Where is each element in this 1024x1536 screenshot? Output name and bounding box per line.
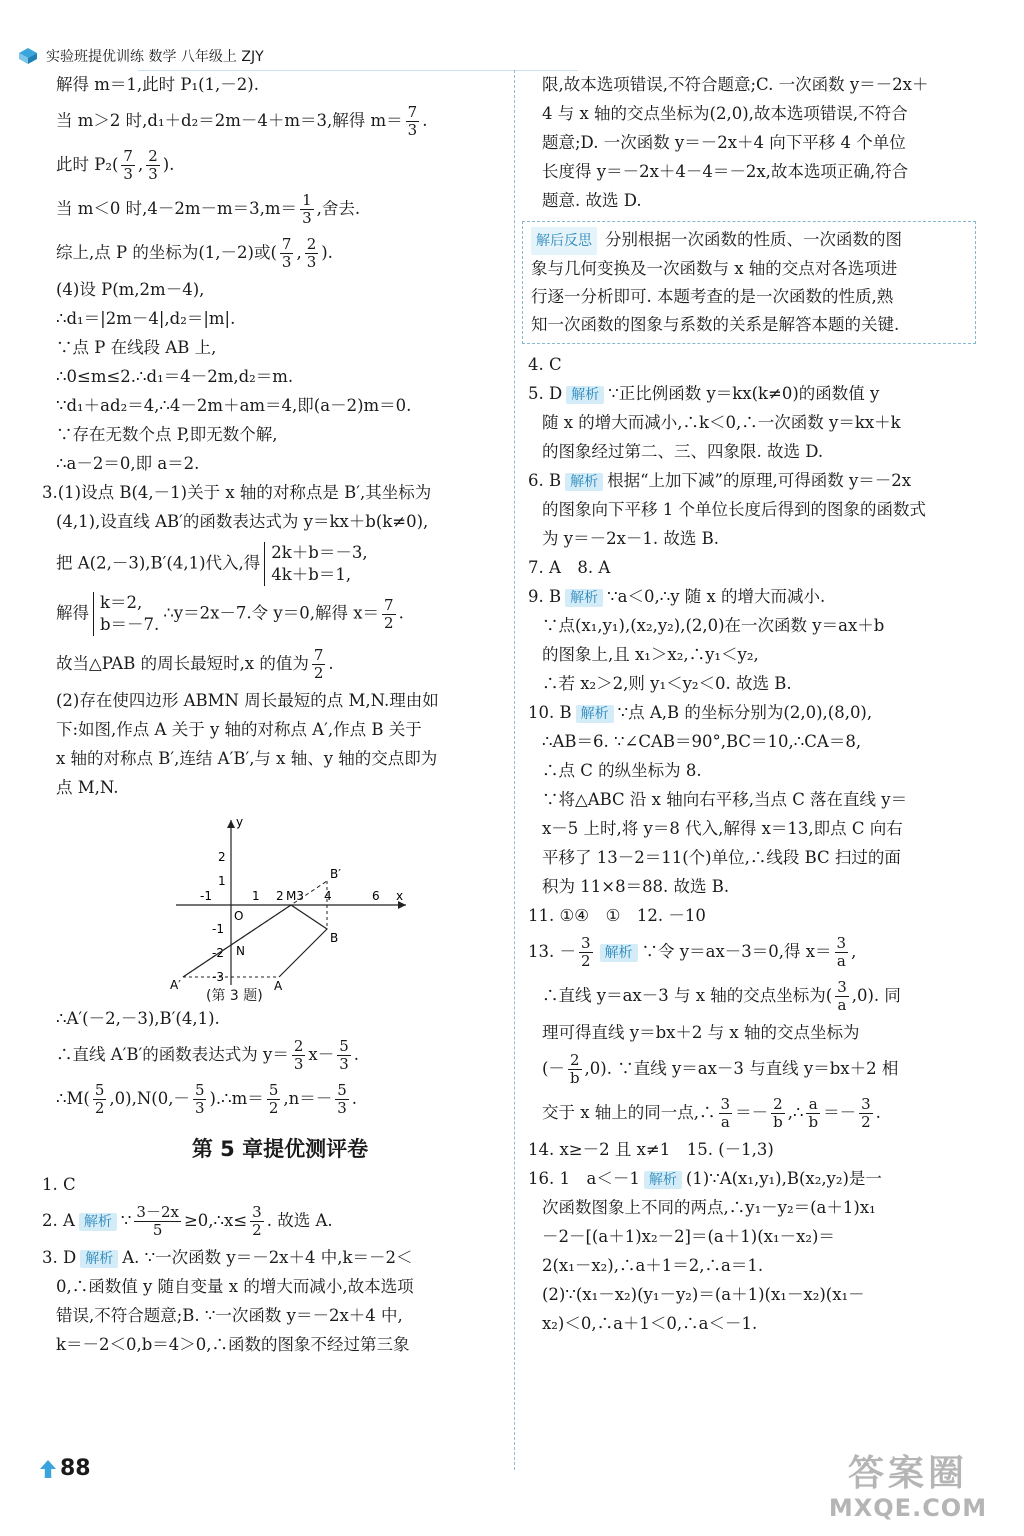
watermark-logo: 答案圈 [847,1453,968,1494]
text-line: (4)设 P(m,2m－4), [56,280,205,299]
text-line: 理可得直线 y＝bx＋2 与 x 轴的交点坐标为 [542,1023,860,1042]
point-label: A′ [170,978,181,990]
point-label: B′ [330,867,341,881]
text-line: 平移了 13－2＝11(个)单位,∴线段 BC 扫过的面 [542,848,901,867]
text-line: ∴A′(－2,－3),B′(4,1). [56,1009,220,1028]
tick-label: 2 [276,889,284,903]
text-line: 故当△PAB 的周长最短时,x 的值为 $\frac{7}{2}$ . [56,646,334,682]
analysis-tag: 解析 [600,944,638,962]
text-line: ∴a－2＝0,即 a＝2. [56,454,200,473]
tick-label: 2 [218,850,226,864]
text-line: ∴AB＝6. ∵∠CAB＝90°,BC＝10,∴CA＝8, [542,732,862,751]
text-line: 1. C [42,1175,76,1194]
text-line: 题意. 故选 D. [542,191,642,210]
header-title: 实验班提优训练 数学 八年级上 ZJY [46,49,264,65]
reflection-tag: 解后反思 [531,227,597,255]
column-divider [514,70,515,1470]
text-line: 解得 m＝1,此时 P₁(1,－2). [56,75,259,94]
text-line: ∴若 x₂＞2,则 y₁＜y₂＜0. 故选 B. [542,674,792,693]
text-line: ∵d₁＋ad₂＝4,∴4－2m＋am＝4,即(a－2)m＝0. [56,396,412,415]
text-line: 4. C [528,355,562,374]
text-line: ∴直线 y＝ax－3 与 x 轴的交点坐标为( $\frac{3}{a}$ ,0). 同 [542,978,901,1014]
text-line: x 轴的对称点 B′,连结 A′B′,与 x 轴、y 轴的交点即为 [56,749,438,768]
coordinate-figure [146,810,476,990]
text-line: 次函数图象上不同的两点,∴y₁－y₂＝(a＋1)x₁ [542,1198,876,1217]
text-line: 题意;D. 一次函数 y＝－2x＋4 向下平移 4 个单位 [542,133,906,152]
tick-label: 1 [252,889,260,903]
text-line: 限,故本选项错误,不符合题意;C. 一次函数 y＝－2x＋ [542,75,929,94]
text-line: (4,1),设直线 AB′的函数表达式为 y＝kx＋b(k≠0), [56,512,429,531]
tick-label: 1 [218,874,226,888]
text-line: 积为 11×8＝88. 故选 B. [542,877,730,896]
text-line: 2. A 解析 ∵ $\frac{3-2x}{5}$ ≥0,∴x≤ $\frac{3}{2}$ . 故选 A. [42,1203,333,1239]
analysis-tag: 解析 [80,1250,118,1268]
analysis-tag: 解析 [565,473,603,491]
text-line: ∵存在无数个点 P,即无数个解, [56,425,278,444]
quadrilateral-abmn [183,905,327,977]
page-arrow-icon [40,1460,56,1478]
text-line: －2－[(a＋1)x₂－2]＝(a＋1)(x₁－x₂)＝ [542,1227,835,1246]
analysis-tag: 解析 [565,589,603,607]
text-line: 为 y＝－2x－1. 故选 B. [542,529,719,548]
text-line: 14. x≥－2 且 x≠1 15. (－1,3) [528,1140,774,1159]
analysis-tag: 解析 [576,705,614,723]
text-line: (－ $\frac{2}{b}$ ,0). ∵直线 y＝ax－3 与直线 y＝bx＋2 相 [542,1051,899,1087]
book-logo-icon [18,47,38,65]
text-line: ∴0≤m≤2.∴d₁＝4－2m,d₂＝m. [56,367,294,386]
text-line: 4 与 x 轴的交点坐标为(2,0),故本选项错误,不符合 [542,104,908,123]
text-line: 错误,不符合题意;B. ∵一次函数 y＝－2x＋4 中, [56,1306,403,1325]
watermark-url: MXQE.COM [828,1494,988,1522]
page-header [18,44,264,68]
tick-label: -1 [212,922,224,936]
text-line: 3. D 解析 A. ∵一次函数 y＝－2x＋4 中,k＝－2＜ [42,1248,413,1267]
figure-caption: (第 3 题) [206,988,263,1004]
text-line: 的图象上,且 x₁＞x₂,∴y₁＜y₂, [542,645,759,664]
text-line: 下:如图,作点 A 关于 y 轴的对称点 A′,作点 B 关于 [56,720,422,739]
text-line: 2(x₁－x₂),∴a＋1＝2,∴a＝1. [542,1256,764,1275]
tick-label: -3 [212,970,224,984]
text-line: 6. B 解析 根据“上加下减”的原理,可得函数 y＝－2x [528,471,912,490]
text-line: ∴M( $\frac{5}{2}$ ,0),N(0,－ $\frac{5}{3}$ ).∴m＝ $\frac{5}{2}$ ,n＝－ $\frac{5}{3}$ . [56,1081,358,1117]
text-line: 的图象向下平移 1 个单位长度后得到的图象的函数式 [542,500,926,519]
figure-q3 [146,810,476,1004]
text-line: 当 m＞2 时,d₁＋d₂＝2m－4＋m＝3,解得 m＝ $\frac{7}{3}$ . [56,103,428,139]
analysis-tag: 解析 [644,1171,682,1189]
point-label: A [274,979,283,990]
text-line: x₂)＜0,∴a＋1＜0,∴a＜－1. [542,1314,758,1333]
analysis-tag: 解析 [566,386,604,404]
text-line: 5. D 解析 ∵正比例函数 y＝kx(k≠0)的函数值 y [528,384,880,403]
text-line: ∵点 P 在线段 AB 上, [56,338,217,357]
text-line: x－5 上时,将 y＝8 代入,解得 x＝13,即点 C 向右 [542,819,903,838]
text-line: 10. B 解析 ∵点 A,B 的坐标分别为(2,0),(8,0), [528,703,873,722]
page-number: 88 [40,1456,91,1481]
right-column [528,70,976,1338]
text-line: 解得 k＝2, b＝－7. ∴y＝2x－7.令 y＝0,解得 x＝ $\frac{7}{2}$ . [56,593,404,634]
tick-label: 6 [372,889,380,903]
text-line: 13. － $\frac{3}{2}$ 解析 ∵令 y＝ax－3＝0,得 x＝ $\frac{3}{a}$ , [528,934,857,970]
text-line: 0,∴函数值 y 随自变量 x 的增大而减小,故本选项 [56,1277,414,1296]
text-line: (2)存在使四边形 ABMN 周长最短的点 M,N.理由如 [56,691,439,710]
text-line: 的图象经过第二、三、四象限. 故选 D. [542,442,824,461]
x-axis-label: x [396,889,404,903]
tick-label: 4 [324,889,332,903]
watermark [808,1454,1008,1522]
text-line: 点 M,N. [56,778,119,797]
tick-label: -1 [200,889,212,903]
text-line: k＝－2＜0,b＝4＞0,∴函数的图象不经过第三象 [56,1335,410,1354]
text-line: (2)∵(x₁－x₂)(y₁－y₂)＝(a＋1)(x₁－x₂)(x₁－ [542,1285,865,1304]
y-axis-arrow [227,820,235,828]
reflection-box: 解后反思 分别根据一次函数的性质、一次函数的图 象与几何变换及一次函数与 x 轴的交点对各选项进 行逐一分析即可. 本题考查的是一次函数的性质,熟 知一次函数的图象与系数的关系是解答本题的关键. [522,221,976,344]
text-line: ∴d₁＝|2m－4|,d₂＝|m|. [56,309,236,328]
point-label: B [330,931,339,945]
text-line: ∵点(x₁,y₁),(x₂,y₂),(2,0)在一次函数 y＝ax＋b [542,616,885,635]
text-line: 11. ①④ ① 12. －10 [528,906,706,925]
origin-label: O [234,909,244,923]
text-line: 随 x 的增大而减小,∴k＜0,∴一次函数 y＝kx＋k [542,413,901,432]
text-line: 此时 P₂( $\frac{7}{3}$ , $\frac{2}{3}$ ). [56,147,175,183]
text-line: ∵将△ABC 沿 x 轴向右平移,当点 C 落在直线 y＝ [542,790,908,809]
text-line: ∴点 C 的纵坐标为 8. [542,761,702,780]
left-column [42,70,504,1359]
analysis-tag: 解析 [79,1213,117,1231]
tick-label: M3 [286,889,304,903]
text-line: 交于 x 轴上的同一点,∴ $\frac{3}{a}$ ＝－ $\frac{2}{b}$ ,∴ $\frac{a}{b}$ ＝－ $\frac{3}{2}$ . [542,1095,881,1131]
tick-label: -2 [212,946,224,960]
text-line: 把 A(2,－3),B′(4,1)代入,得 2k＋b＝－3, 4k＋b＝1, [56,543,368,584]
text-line: 16. 1 a＜－1 解析 (1)∵A(x₁,y₁),B(x₂,y₂)是一 [528,1169,882,1188]
text-line: 长度得 y＝－2x＋4－4＝－2x,故本选项正确,符合 [542,162,909,181]
text-line: 3.(1)设点 B(4,－1)关于 x 轴的对称点是 B′,其坐标为 [42,483,432,502]
text-line: 9. B 解析 ∵a＜0,∴y 随 x 的增大而减小. [528,587,826,606]
chapter-title: 第 5 章提优测评卷 [191,1137,369,1161]
text-line: ∴直线 A′B′的函数表达式为 y＝ $\frac{2}{3}$ x－ $\frac{5}{3}$ . [56,1037,360,1073]
text-line: 综上,点 P 的坐标为(1,－2)或( $\frac{7}{3}$ , $\frac{2}{3}$ ). [56,235,333,271]
y-axis-label: y [236,815,244,829]
point-label: N [236,944,245,958]
text-line: 7. A 8. A [528,558,611,577]
text-line: 当 m＜0 时,4－2m－m＝3,m＝ $\frac{1}{3}$ ,舍去. [56,191,361,227]
